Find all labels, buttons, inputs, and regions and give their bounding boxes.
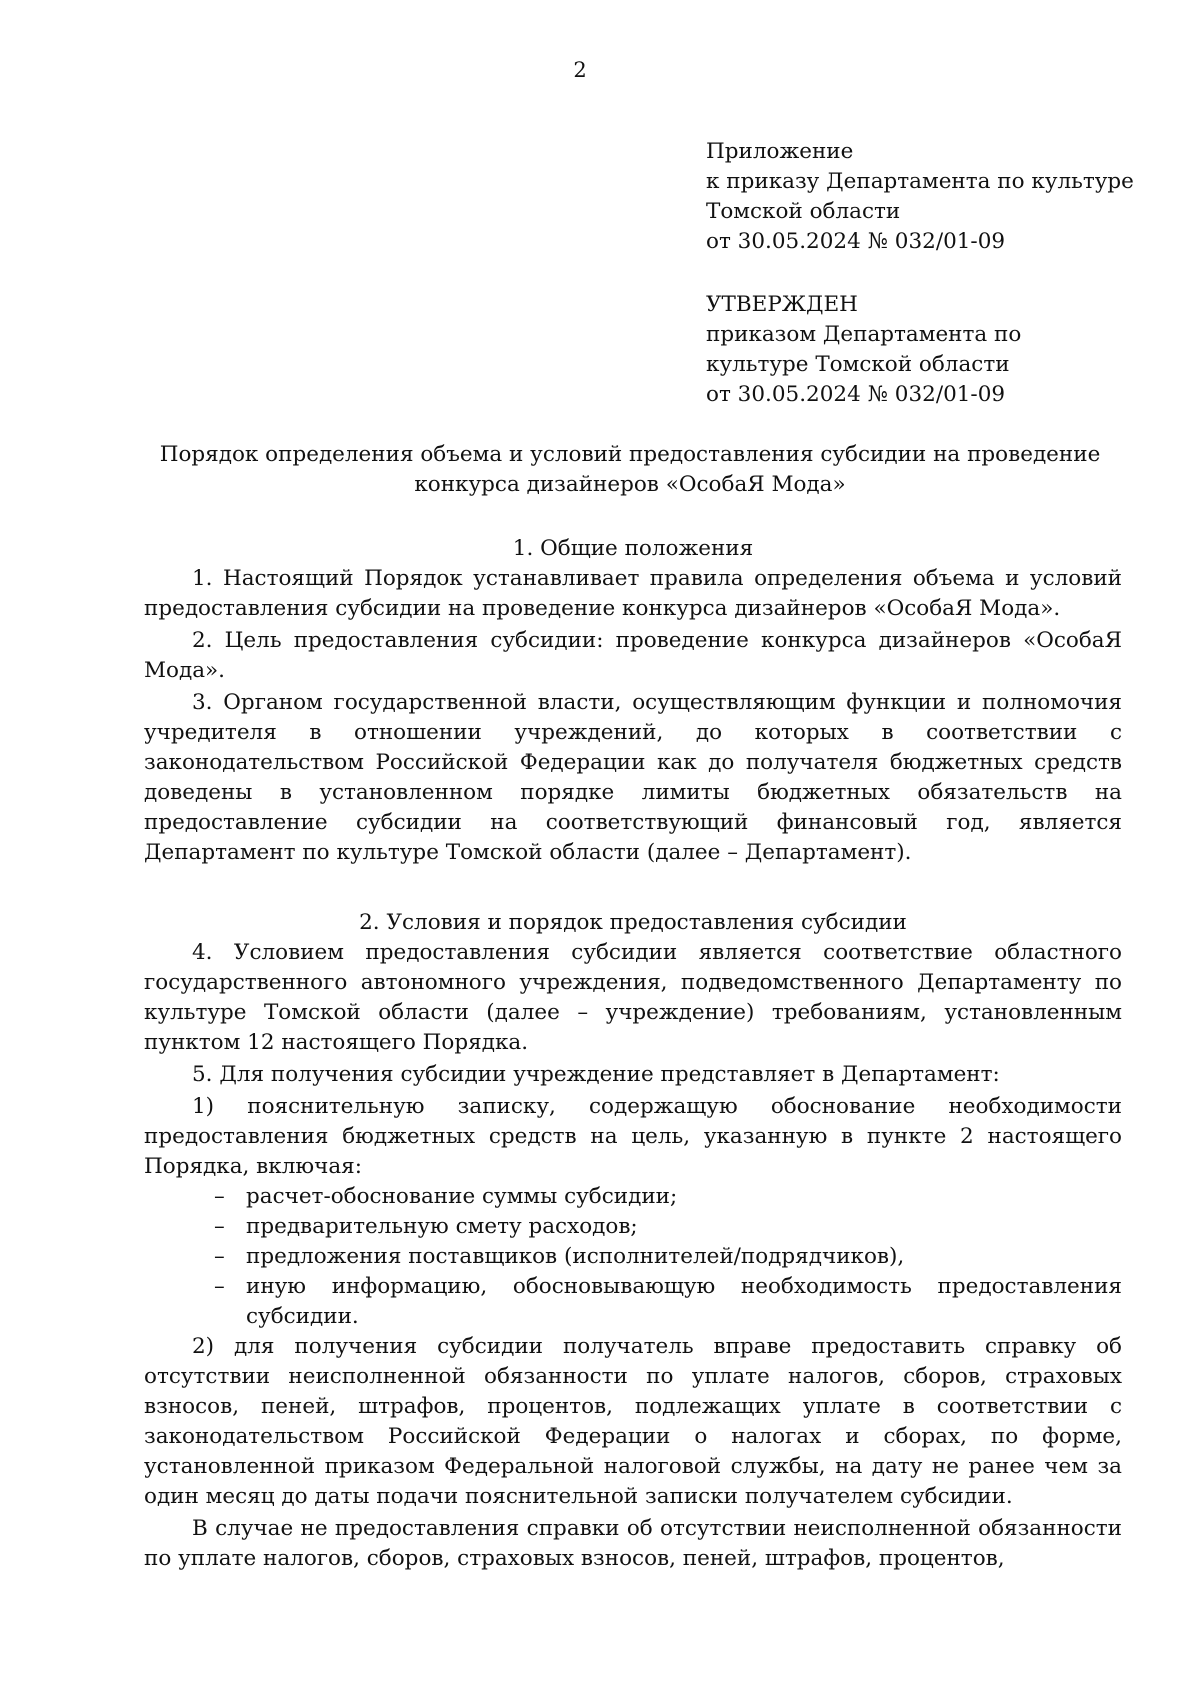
approved-line: приказом Департамента по <box>706 322 1022 347</box>
appendix-line: Томской области <box>706 199 901 224</box>
paragraph: 2. Цель предоставления субсидии: проведение конкурса дизайнеров «ОсобаЯ Мода». <box>144 628 1122 683</box>
paragraph: 2) для получения субсидии получатель вправе предоставить справку об отсутствии неисполненной обязанности по уплате налогов, сборов, страховых взносов, пеней, штрафов, процентов, подлежащих уплате в соответствии с законодательством Российской Федерации о налогах и сборах, по форме, установленной приказом Федеральной налоговой службы, на дату не ранее чем за один месяц до даты подачи пояснительной записки получателем субсидии. <box>144 1334 1122 1509</box>
paragraph: 5. Для получения субсидии учреждение представляет в Департамент: <box>192 1062 1000 1087</box>
approved-line: от 30.05.2024 № 032/01-09 <box>706 382 1006 407</box>
section-conditions <box>144 908 1122 1574</box>
list-item: – предложения поставщиков (исполнителей/подрядчиков), <box>214 1242 1122 1272</box>
appendix-block <box>706 137 1146 257</box>
approved-line: культуре Томской области <box>706 352 1010 377</box>
bullet-list <box>144 1182 1122 1332</box>
list-item: – иную информацию, обосновывающую необходимость предоставления субсидии. <box>214 1272 1122 1332</box>
paragraph: 4. Условием предоставления субсидии является соответствие областного государственного автономного учреждения, подведомственного Департаменту по культуре Томской области (далее – учреждение) требованиям, установленным пунктом 12 настоящего Порядка. <box>144 940 1122 1055</box>
paragraph: 1. Настоящий Порядок устанавливает правила определения объема и условий предоставления субсидии на проведение конкурса дизайнеров «ОсобаЯ Мода». <box>144 566 1122 621</box>
approved-line: УТВЕРЖДЕН <box>706 292 858 317</box>
section-heading: 2. Условия и порядок предоставления субсидии <box>359 910 907 935</box>
document-title: Порядок определения объема и условий предоставления субсидии на проведение конкурса дизайнеров «ОсобаЯ Мода» <box>159 442 1101 497</box>
appendix-line: от 30.05.2024 № 032/01-09 <box>706 229 1006 254</box>
paragraph: 3. Органом государственной власти, осуществляющим функции и полномочия учредителя в отношении учреждений, до которых в соответствии с законодательством Российской Федерации как до получателя бюджетных средств доведены в установленном порядке лимиты бюджетных обязательств на предоставление субсидии на соответствующий финансовый год, является Департамент по культуре Томской области (далее – Департамент). <box>144 690 1122 865</box>
appendix-line: Приложение <box>706 139 854 164</box>
paragraph: В случае не предоставления справки об отсутствии неисполненной обязанности по уплате налогов, сборов, страховых взносов, пеней, штрафов, процентов, <box>144 1516 1122 1571</box>
page-number: 2 <box>573 58 587 82</box>
approved-block <box>706 290 1146 410</box>
list-item: – расчет-обоснование суммы субсидии; <box>214 1182 1122 1212</box>
paragraph: 1) пояснительную записку, содержащую обоснование необходимости предоставления бюджетных средств на цель, указанную в пункте 2 настоящего Порядка, включая: <box>144 1094 1122 1179</box>
section-heading: 1. Общие положения <box>512 536 754 561</box>
appendix-line: к приказу Департамента по культуре <box>706 169 1134 194</box>
list-item: – предварительную смету расходов; <box>214 1212 1122 1242</box>
section-general-provisions <box>144 534 1122 868</box>
